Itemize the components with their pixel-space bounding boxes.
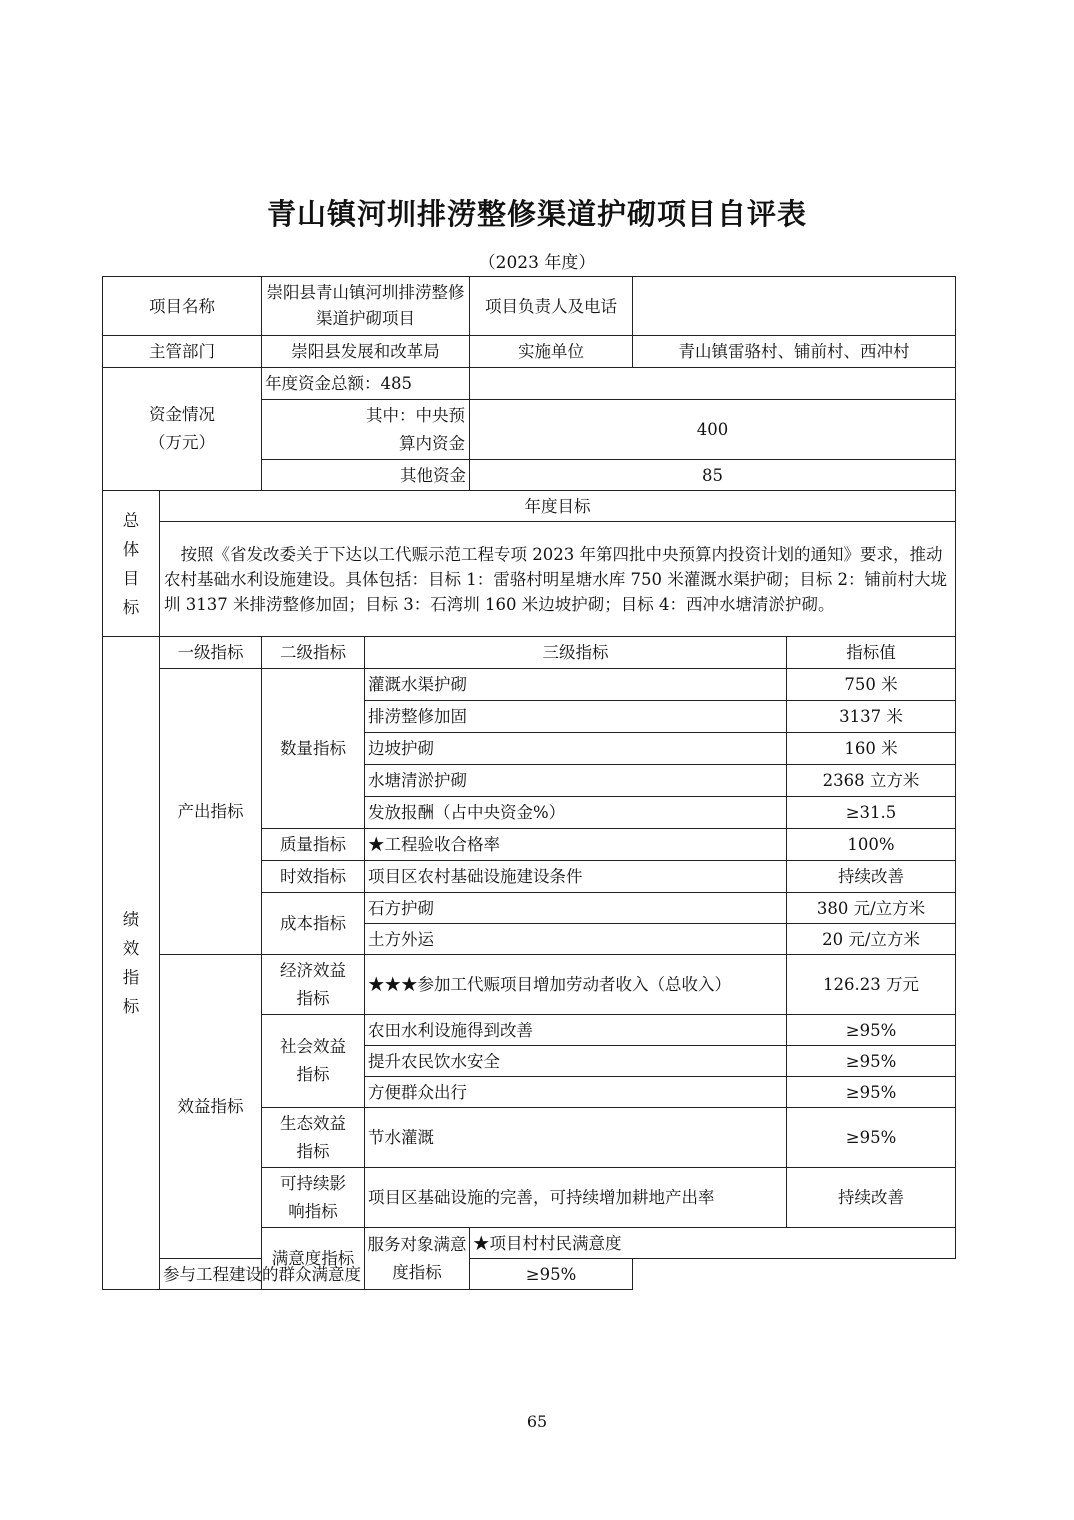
indicator-value: ≥31.5 <box>787 797 956 829</box>
indicator-name: 土方外运 <box>365 924 787 955</box>
indicator-value: ≥95% <box>787 1108 956 1168</box>
header-level1: 一级指标 <box>160 637 262 669</box>
indicator-name: 石方护砌 <box>365 893 787 924</box>
eco-label: 生态效益指标 <box>262 1108 365 1168</box>
funds-total-value <box>470 368 956 400</box>
funds-total-label: 年度资金总额：485 <box>262 368 470 400</box>
project-name-value: 崇阳县青山镇河圳排涝整修渠道护砌项目 <box>262 277 470 336</box>
indicator-value: 750 米 <box>787 669 956 701</box>
social-label: 社会效益指标 <box>262 1015 365 1108</box>
qty-label: 数量指标 <box>262 669 365 829</box>
indicator-name: ★项目村村民满意度 <box>470 1228 956 1259</box>
indicator-value: 160 米 <box>787 733 956 765</box>
satis-label: 满意度指标 <box>262 1228 365 1290</box>
indicator-name: 节水灌溉 <box>365 1108 787 1168</box>
indicator-name: ★工程验收合格率 <box>365 829 787 861</box>
indicator-name: 边坡护砌 <box>365 733 787 765</box>
indicator-name: 项目区农村基础设施建设条件 <box>365 861 787 893</box>
funds-central-label: 其中：中央预算内资金 <box>262 400 470 460</box>
indicator-value: 持续改善 <box>787 1168 956 1228</box>
dept-label: 主管部门 <box>103 336 262 368</box>
service-label: 服务对象满意度指标 <box>365 1228 470 1290</box>
dept-value: 崇阳县发展和改革局 <box>262 336 470 368</box>
indicator-value: 126.23 万元 <box>787 955 956 1015</box>
indicator-value: 2368 立方米 <box>787 765 956 797</box>
cost-label: 成本指标 <box>262 893 365 955</box>
indicator-name: 参与工程建设的群众满意度 <box>160 1259 470 1290</box>
indicator-value: ≥95% <box>787 1077 956 1108</box>
benefit-label: 效益指标 <box>160 955 262 1259</box>
indicator-value: 380 元/立方米 <box>787 893 956 924</box>
indicator-value: ≥95% <box>787 1046 956 1077</box>
funds-label: 资金情况（万元） <box>103 368 262 491</box>
indicator-value: ≥95% <box>787 1015 956 1046</box>
indicator-value: 20 元/立方米 <box>787 924 956 955</box>
indicator-name: 提升农民饮水安全 <box>365 1046 787 1077</box>
indicator-name: 灌溉水渠护砌 <box>365 669 787 701</box>
perf-label: 绩效指标 <box>103 637 160 1290</box>
document-year: （2023 年度） <box>478 253 596 273</box>
indicator-name: 发放报酬（占中央资金%） <box>365 797 787 829</box>
project-name-label: 项目名称 <box>103 277 262 336</box>
indicator-name: 方便群众出行 <box>365 1077 787 1108</box>
document-title: 青山镇河圳排涝整修渠道护砌项目自评表 <box>266 197 807 231</box>
funds-other-label: 其他资金 <box>262 460 470 491</box>
indicator-name: 农田水利设施得到改善 <box>365 1015 787 1046</box>
page-number: 65 <box>526 1412 548 1431</box>
indicator-value: 3137 米 <box>787 701 956 733</box>
goal-label: 总体目标 <box>103 491 160 637</box>
indicator-name: 项目区基础设施的完善，可持续增加耕地产出率 <box>365 1168 787 1228</box>
leader-value <box>633 277 956 336</box>
impl-value: 青山镇雷骆村、铺前村、西冲村 <box>633 336 956 368</box>
indicator-name: 排涝整修加固 <box>365 701 787 733</box>
indicator-value: 100% <box>787 829 956 861</box>
sust-label: 可持续影响指标 <box>262 1168 365 1228</box>
goal-text: 按照《省发改委关于下达以工代赈示范工程专项 2023 年第四批中央预算内投资计划的通知》要求，推动农村基础水利设施建设。具体包括：目标 1：雷骆村明星塘水库 750 米灌溉水渠护砌；目标 2：铺前村大垅圳 3137 米排涝整修加固；目标 3：石湾圳 160 米边坡护砌；目标 4：西冲水塘清淤护砌。 <box>160 522 956 637</box>
header-level2: 二级指标 <box>262 637 365 669</box>
header-level3: 三级指标 <box>365 637 787 669</box>
quality-label: 质量指标 <box>262 829 365 861</box>
indicator-name: 水塘清淤护砌 <box>365 765 787 797</box>
leader-label: 项目负责人及电话 <box>470 277 633 336</box>
funds-central-value: 400 <box>470 400 956 460</box>
time-label: 时效指标 <box>262 861 365 893</box>
indicator-name: ★★★参加工代赈项目增加劳动者收入（总收入） <box>365 955 787 1015</box>
output-label: 产出指标 <box>160 669 262 955</box>
econ-label: 经济效益指标 <box>262 955 365 1015</box>
evaluation-table <box>102 276 956 1290</box>
indicator-value: ≥95% <box>470 1259 633 1290</box>
funds-other-value: 85 <box>470 460 956 491</box>
impl-label: 实施单位 <box>470 336 633 368</box>
header-value: 指标值 <box>787 637 956 669</box>
indicator-value: 持续改善 <box>787 861 956 893</box>
goal-header: 年度目标 <box>160 491 956 522</box>
